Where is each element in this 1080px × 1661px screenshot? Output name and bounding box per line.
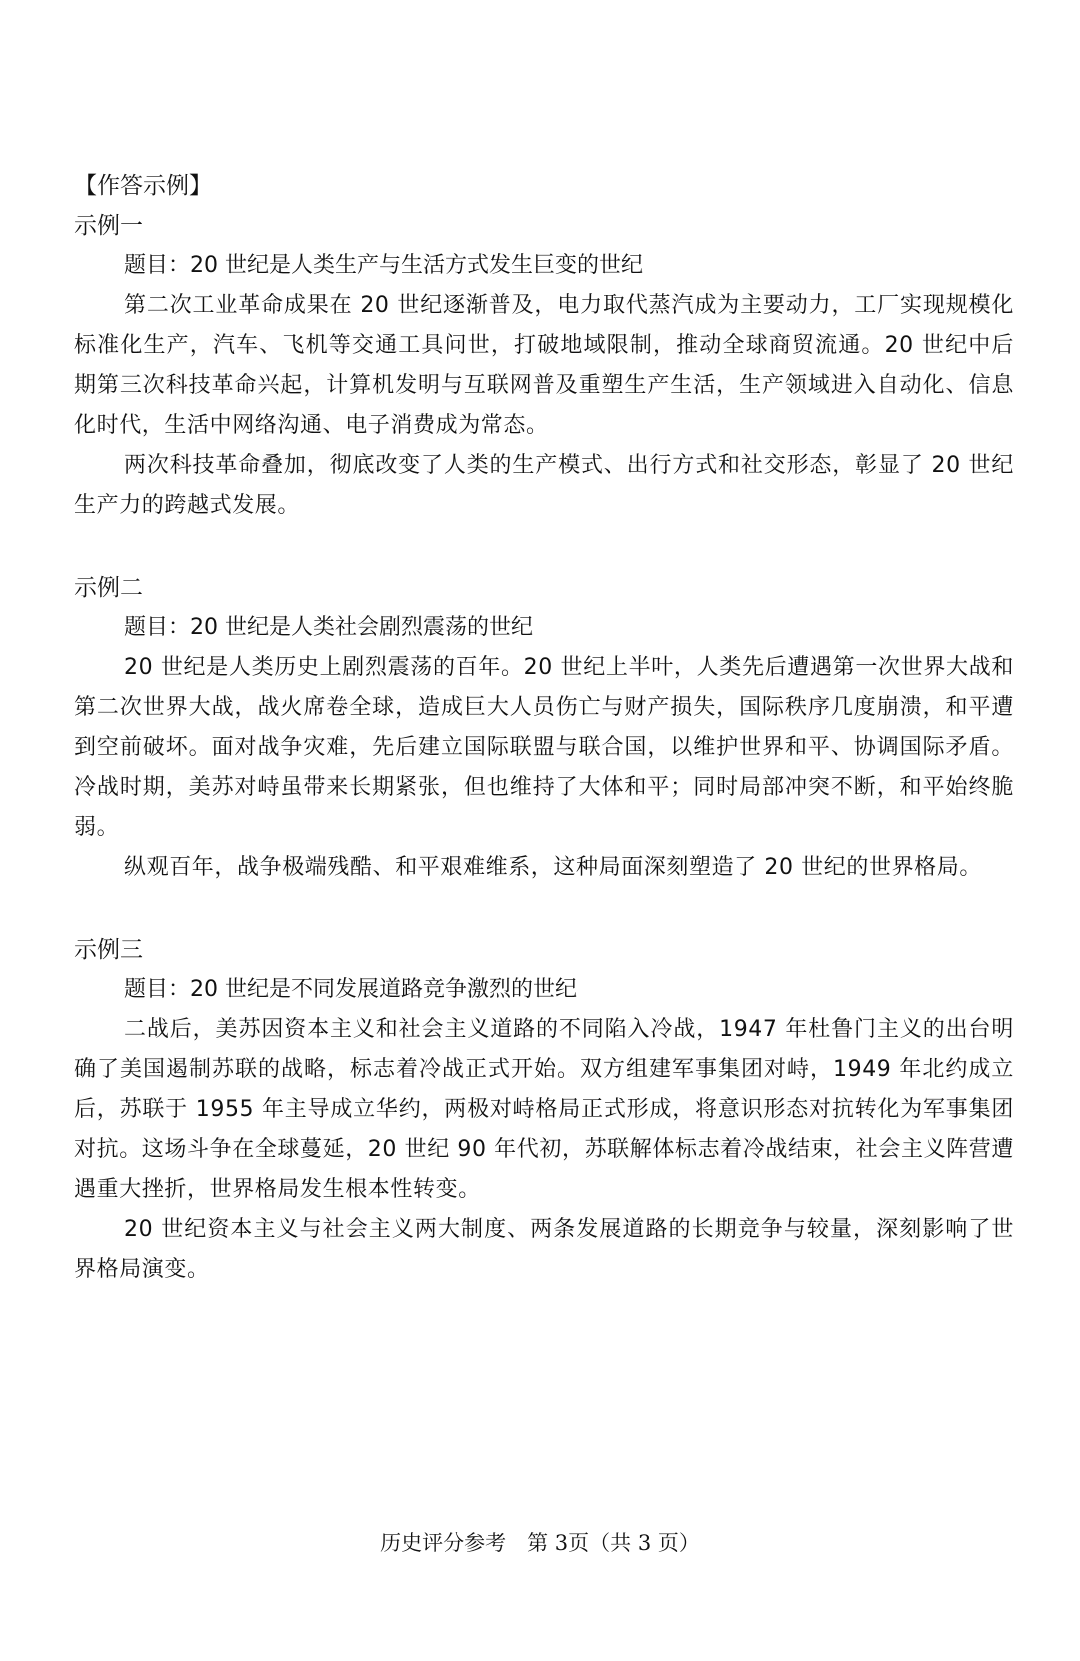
example-3 xyxy=(74,930,1014,1290)
example-paragraph: 20 世纪是人类历史上剧烈震荡的百年。20 世纪上半叶，人类先后遭遇第一次世界大战和第二次世界大战，战火席卷全球，造成巨大人员伤亡与财产损失，国际秩序几度崩溃，和平遭到空前破坏。面对战争灾难，先后建立国际联盟与联合国，以维护世界和平、协调国际矛盾。冷战时期，美苏对峙虽带来长期紧张，但也维持了大体和平；同时局部冲突不断，和平始终脆弱。 xyxy=(74,655,1014,840)
example-paragraph: 二战后，美苏因资本主义和社会主义道路的不同陷入冷战，1947 年杜鲁门主义的出台明确了美国遏制苏联的战略，标志着冷战正式开始。双方组建军事集团对峙，1949 年北约成立后，苏联于 1955 年主导成立华约，两极对峙格局正式形成，将意识形态对抗转化为军事集团对抗。这场斗争在全球蔓延，20 世纪 90 年代初，苏联解体标志着冷战结束，社会主义阵营遭遇重大挫折，世界格局发生根本性转变。 xyxy=(74,1017,1014,1202)
answer-examples-title: 【作答示例】 xyxy=(74,173,212,199)
example-heading: 示例一 xyxy=(74,213,143,239)
example-paragraph: 20 世纪资本主义与社会主义两大制度、两条发展道路的长期竞争与较量，深刻影响了世界格局演变。 xyxy=(74,1217,1014,1282)
example-heading: 示例三 xyxy=(74,937,143,963)
page-footer: 历史评分参考 第 3页（共 3 页） xyxy=(380,1531,700,1555)
example-paragraph: 第二次工业革命成果在 20 世纪逐渐普及，电力取代蒸汽成为主要动力，工厂实现规模化标准化生产，汽车、飞机等交通工具问世，打破地域限制，推动全球商贸流通。20 世纪中后期第三次科技革命兴起，计算机发明与互联网普及重塑生产生活，生产领域进入自动化、信息化时代，生活中网络沟通、电子消费成为常态。 xyxy=(74,293,1014,438)
example-topic: 题目：20 世纪是不同发展道路竞争激烈的世纪 xyxy=(124,977,577,1002)
example-1 xyxy=(74,206,1014,526)
example-paragraph: 纵观百年，战争极端残酷、和平艰难维系，这种局面深刻塑造了 20 世纪的世界格局。 xyxy=(124,855,982,880)
example-paragraph: 两次科技革命叠加，彻底改变了人类的生产模式、出行方式和社交形态，彰显了 20 世纪生产力的跨越式发展。 xyxy=(74,453,1014,518)
example-topic: 题目：20 世纪是人类生产与生活方式发生巨变的世纪 xyxy=(124,253,643,278)
intro-block xyxy=(74,166,1014,206)
example-2 xyxy=(74,568,1014,888)
example-topic: 题目：20 世纪是人类社会剧烈震荡的世纪 xyxy=(124,615,533,640)
example-heading: 示例二 xyxy=(74,575,143,601)
